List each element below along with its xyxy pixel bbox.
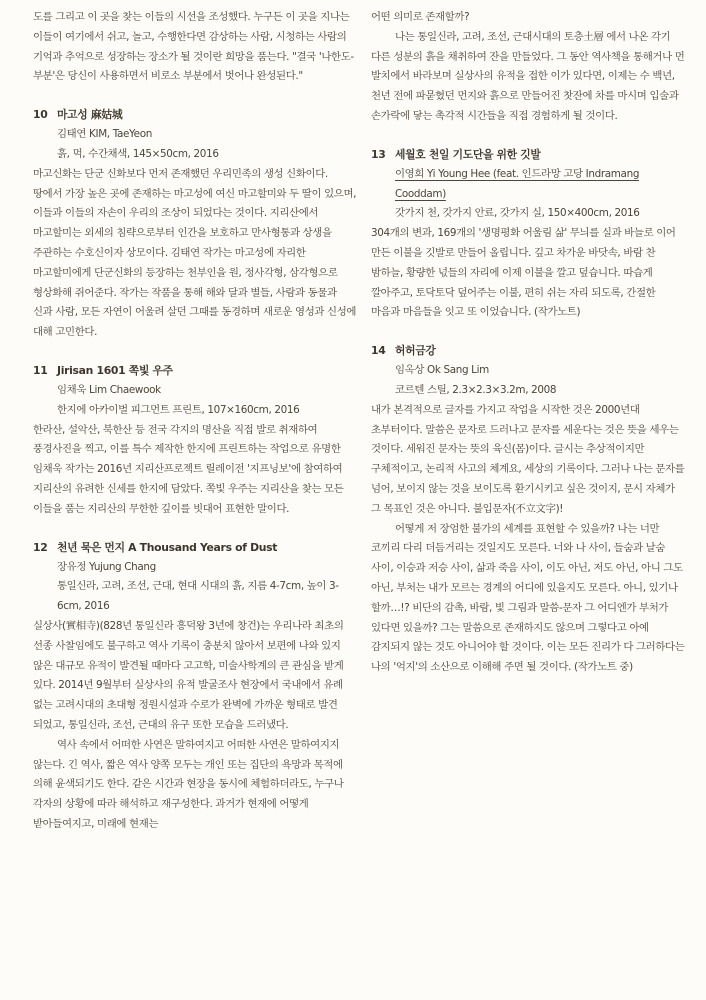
left-column: [33, 8, 359, 835]
entry-11: [33, 361, 359, 520]
entry-meta: 흙, 먹, 수간채색, 145×50cm, 2016: [57, 147, 219, 160]
entry-body-continued: 역사 속에서 어떠한 사연은 말하여지고 어떠한 사연은 말하여지지 않는다. 긴 역사, 짧은 역사 양쪽 모두는 개인 또는 집단의 욕망과 목적에 의해 윤색되기도 한다. 같은 시간과 현장을 동시에 체험하더라도, 누구나 각자의 상황에 따라 해석하고 재구성한다. 과거가 현재에 어떻게 받아들여지고, 미래에 현재는: [33, 738, 344, 830]
entry-body: 내가 본격적으로 글자를 가지고 작업을 시작한 것은 2000년대 초부터이다. 말씀은 문자로 드러나고 문자를 세운다는 것은 뜻을 세우는 것이다. 세워진 문자는 뜻의 육신(몸)이다. 글시는 추상적이지만 구체적이고, 논리적 사고의 체계요, 세상의 기록이다. 그러나 나는 문자를 넘어, 보이지 않는 것을 보이도록 환기시키고 싶은 것이지, 문시 자체가 그 목표인 것은 아니다. 불입문자(不立文字)!: [371, 403, 685, 515]
entry-body: 304개의 변과, 169개의 '생명평화 어울림 삶' 무늬를 실과 바늘로 이어 만든 이불을 깃발로 만들어 올립니다. 깊고 차가운 바닷속, 바람 찬 밤하늘, 황량한 넋들의 자리에 이제 이불을 깔고 덮습니다. 따습게 깔아주고, 토닥토닥 덮어주는 이불, 편히 쉬는 자리 되도록, 간절한 마음과 마음들을 잇고 또 이었습니다. (작가노트): [371, 227, 676, 319]
entry-meta: 통일신라, 고려, 조선, 근대, 현대 시대의 흙, 지름 4-7cm, 높이 3-6cm, 2016: [57, 580, 339, 613]
entry-number: 13: [371, 147, 386, 161]
entry-artist: 장유정 Yujung Chang: [57, 560, 156, 573]
intro-text: 도를 그리고 이 곳을 찾는 이들의 시선을 조성했다. 누구든 이 곳을 지나는 이들이 여기에서 쉬고, 놀고, 수행한다면 감상하는 사람, 시청하는 사람의 기억과 추억으로 성장하는 장소가 될 것이란 희망을 품는다. "결국 '나한도-부분'은 당신이 사용하면서 비로소 부분에서 벗어나 완성된다.": [33, 11, 354, 83]
entry-number: 14: [371, 344, 386, 358]
entry-heading: [33, 105, 359, 125]
entry-10: [33, 105, 359, 343]
entry-artist: 김태연 KIM, TaeYeon: [57, 128, 152, 141]
entry-meta: 한지에 아카이벌 피그먼트 프린트, 107×160cm, 2016: [57, 403, 300, 416]
entry-heading: [371, 341, 687, 361]
entry-heading: [33, 361, 359, 381]
entry-number: 11: [33, 363, 48, 377]
entry-artist: 임채욱 Lim Chaewook: [57, 383, 161, 396]
entry-title: 허허금강: [395, 344, 436, 358]
entry-meta: 코르텐 스틸, 2.3×2.3×3.2m, 2008: [395, 383, 557, 396]
entry-body: 한라산, 설악산, 북한산 등 전국 각지의 명산을 직접 발로 취재하여 풍경사진을 찍고, 이를 특수 제작한 한지에 프린트하는 작업으로 유명한 임채욱 작가는 2016년 지리산프로젝트 릴레이전 '지프닝보'에 참여하여 지리산의 유려한 신세를 한지에 담았다. 쪽빛 우주는 지리산을 찾는 모든 이들을 품는 지리산의 무한한 깊이를 빗대어 표현한 말이다.: [33, 423, 344, 515]
entry-14: [371, 341, 687, 678]
entry-number: 12: [33, 540, 48, 554]
entry-number: 10: [33, 108, 48, 122]
continued-paragraph: 나는 통일신라, 고려, 조선, 근대시대의 토층土層 에서 나온 각기 다른 성분의 흙을 채취하여 잔을 만들었다. 그 동안 역사책을 통해거나 먼 발치에서 바라보며 실상사의 유적을 접한 이가 있다면, 이제는 수 백년, 천년 전에 파묻혔던 먼지와 흙으로 만들어진 찻잔에 차를 마시며 입술과 손가락에 닿는 촉각적 시간들을 직접 경험하게 될 것이다.: [371, 30, 685, 122]
entry-heading: [33, 538, 359, 558]
right-column: [371, 8, 687, 678]
entry-title: Jirisan 1601 쪽빛 우주: [57, 363, 173, 377]
continued-text: 어떤 의미로 존재할까?: [371, 11, 470, 23]
entry-meta: 갓가지 천, 갓가지 안료, 갓가지 실, 150×400cm, 2016: [395, 207, 640, 220]
entry-title: 세월호 천일 기도단을 위한 깃발: [395, 147, 541, 161]
entry-body: 마고신화는 단군 신화보다 먼저 존재했던 우리민족의 생성 신화이다. 땅에서 가장 높은 곳에 존재하는 마고성에 여신 마고할미와 두 딸이 있으며, 이들과 이들의 자손이 우리의 조상이 되었다는 것이다. 지리산에서 마고할미는 외세의 침략으로부터 인간을 보호하고 만사형통과 상생을 주관하는 수호신이자 상모이다. 김태연 작가는 마고성에 자리한 마고할미에게 단군신화의 등장하는 천부인을 원, 정사각형, 삼각형으로 형상화해 쥐어준다. 작가는 작품을 통해 해와 달과 별들, 사람과 동물과 신과 사람, 모든 자연이 어울려 살던 그때를 동경하며 새로운 영성과 신성에 대해 고민한다.: [33, 167, 357, 339]
entry-body-continued: 어떻게 저 장엄한 불가의 세계를 표현할 수 있을까? 나는 너만 코끼리 다리 더듬거리는 것일지도 모른다. 너와 나 사이, 들숨과 날숨 사이, 이승과 저승 사이, 삶과 죽음 사이, 이도 아닌, 저도 아닌, 아니 그도 아닌, 부처는 내가 모르는 경계의 어디에 있을지도 모른다. 아니, 있기나 할까…!? 비단의 감촉, 바람, 빛 그림과 말씀-문자 그 어디엔가 부처가 있다면 있을까? 그는 말씀으로 존재하지도 않으며 그렇다고 아예 감지되지 않는 것도 아니어야 할 것이다. 이는 모든 진리가 다 그러하다는 나의 '억지'의 소산으로 이해해 주면 될 것이다. (작가노트 중): [371, 522, 685, 674]
entry-artist: 이영희 Yi Young Hee (feat. 인드라망 고당 Indramang Cooddam): [395, 167, 640, 200]
entry-13: [371, 145, 687, 323]
entry-heading: [371, 145, 687, 165]
entry-body: 실상사(實相寺)(828년 통일신라 흥덕왕 3년에 창건)는 우리나라 최초의 선종 사찰임에도 불구하고 역사 기록이 충분치 않아서 보편에 나와 있지 않은 대규모 유적이 발견될 때마다 고고학, 미술사학계의 큰 관심을 받게 있다. 2014년 9월부터 실상사의 유적 발굴조사 현장에서 국내에서 유례 없는 고려시대의 초대형 정원시설과 수로가 완벽에 가까운 형태로 발견 되었고, 통일신라, 조선, 근대의 유구 또한 모습을 드러냈다.: [33, 619, 344, 731]
entry-12: [33, 538, 359, 835]
entry-title: 천년 묵은 먼지 A Thousand Years of Dust: [57, 540, 278, 554]
entry-artist: 임옥상 Ok Sang Lim: [395, 364, 489, 377]
entry-title: 마고성 麻姑城: [57, 108, 123, 122]
